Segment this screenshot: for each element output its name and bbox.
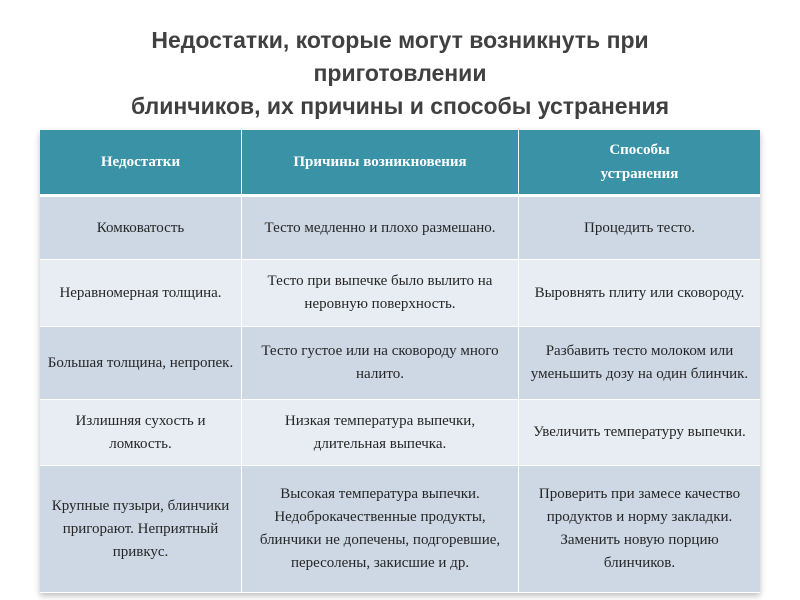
defect-cell: Излишняя сухость и ломкость.: [40, 400, 242, 466]
header-defects: Недостатки: [40, 130, 242, 197]
header-remedies-text: Способы устранения: [600, 142, 679, 182]
title-line-1: Недостатки, которые могут возникнуть при: [151, 27, 649, 53]
table-row: [40, 197, 760, 260]
table-header-row: [40, 130, 760, 197]
cause-cell: Тесто при выпечке было вылито на неровную поверхность.: [242, 260, 519, 327]
remedy-cell: Выровнять плиту или сковороду.: [519, 260, 760, 327]
defect-cell: Комковатость: [40, 197, 242, 260]
page-title: [60, 24, 740, 123]
remedy-cell: Увеличить температуру выпечки.: [519, 400, 760, 466]
defect-cell: Большая толщина, непропек.: [40, 327, 242, 400]
defect-cell: Крупные пузыри, блинчики пригорают. Неприятный привкус.: [40, 466, 242, 593]
defect-cell: Неравномерная толщина.: [40, 260, 242, 327]
remedy-cell: Проверить при замесе качество продуктов и норму закладки. Заменить новую порцию блинчиков.: [519, 466, 760, 593]
table-row: [40, 400, 760, 466]
title-line-2: приготовлении: [313, 60, 487, 86]
header-remedies: [519, 130, 760, 197]
remedy-cell: Разбавить тесто молоком или уменьшить дозу на один блинчик.: [519, 327, 760, 400]
table-row: [40, 466, 760, 593]
table-row: [40, 260, 760, 327]
cause-cell: Тесто густое или на сковороду много налито.: [242, 327, 519, 400]
cause-cell: Низкая температура выпечки, длительная выпечка.: [242, 400, 519, 466]
title-line-3: блинчиков, их причины и способы устранения: [130, 93, 670, 119]
table-row: [40, 327, 760, 400]
header-causes: Причины возникновения: [242, 130, 519, 197]
defects-table: [40, 130, 760, 593]
remedy-cell: Процедить тесто.: [519, 197, 760, 260]
cause-cell: Тесто медленно и плохо размешано.: [242, 197, 519, 260]
cause-cell: Высокая температура выпечки. Недоброкачественные продукты, блинчики не допечены, подгоревшие, пересолены, закисшие и др.: [242, 466, 519, 593]
